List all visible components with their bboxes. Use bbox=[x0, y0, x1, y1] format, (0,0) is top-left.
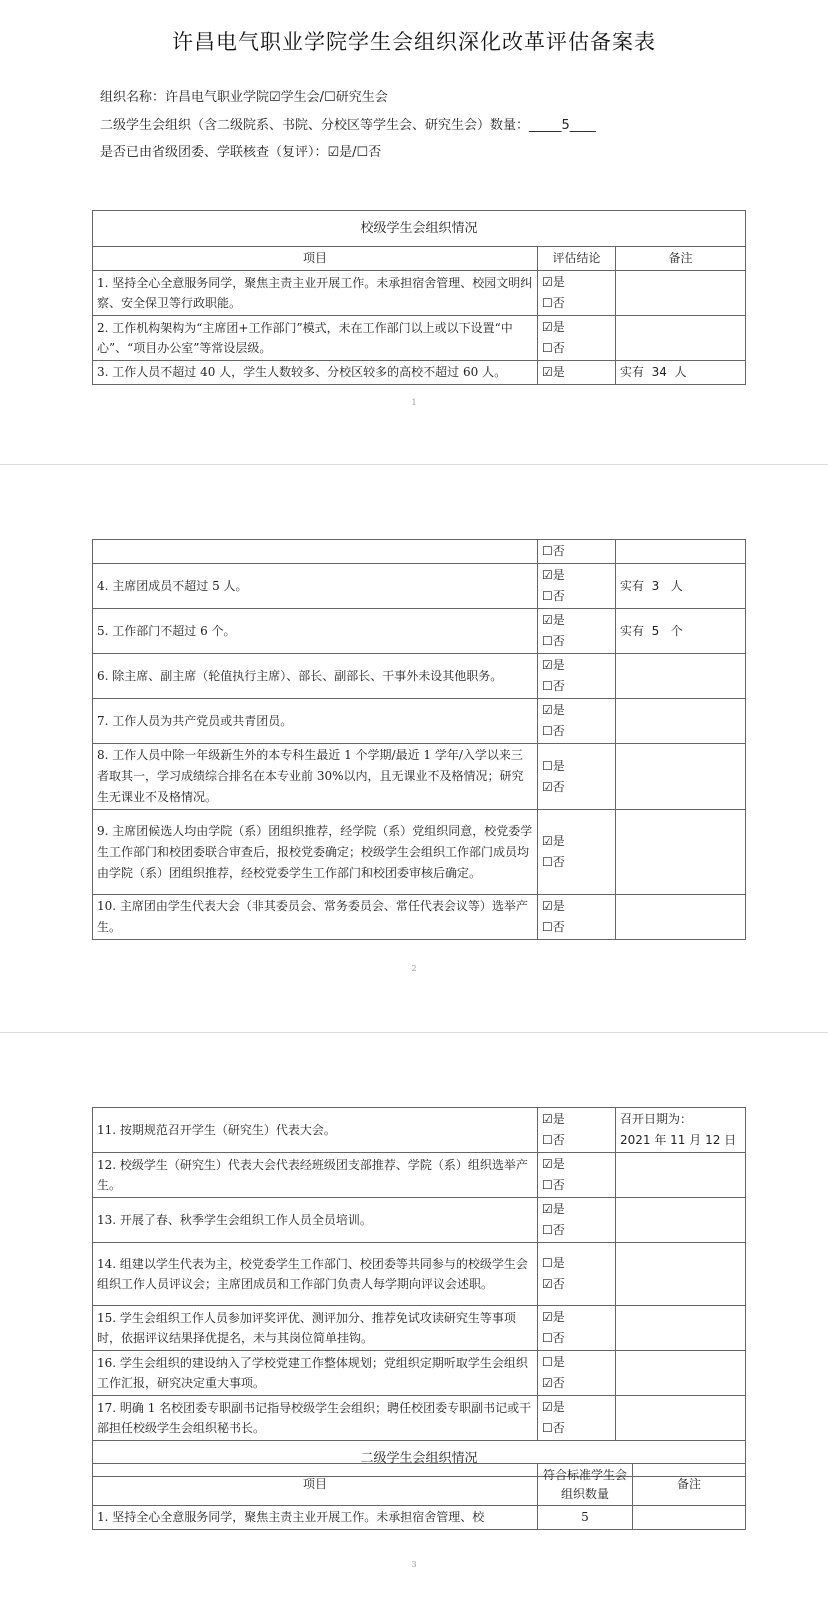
remark-cell bbox=[616, 1243, 746, 1306]
page-separator bbox=[0, 1032, 828, 1033]
yes-checkbox[interactable]: ☑是 bbox=[542, 834, 565, 848]
table-row bbox=[93, 361, 746, 385]
remark-cell bbox=[616, 1306, 746, 1351]
no-checkbox[interactable]: ☐否 bbox=[542, 724, 565, 738]
conclusion-cell bbox=[538, 654, 616, 699]
review-status-line: 是否已由省级团委、学联核查（复评）：☑是/☐否 bbox=[100, 145, 382, 160]
no-checkbox[interactable]: ☑否 bbox=[542, 1277, 565, 1291]
item-text: 14. 组建以学生代表为主，校党委学生工作部门、校团委等共同参与的校级学生会组织工作人员评议会；主席团成员和工作部门负责人每学期向评议会述职。 bbox=[93, 1243, 538, 1306]
conclusion-cell bbox=[538, 564, 616, 609]
table-row bbox=[93, 316, 746, 361]
no-checkbox[interactable]: ☐否 bbox=[542, 1133, 565, 1147]
item-text: 17. 明确 1 名校团委专职副书记指导校级学生会组织；聘任校团委专职副书记或干部担任校级学生会组织秘书长。 bbox=[93, 1396, 538, 1441]
school-table-page1 bbox=[92, 210, 746, 385]
remark-cell bbox=[616, 1396, 746, 1441]
conclusion-cell bbox=[538, 810, 616, 895]
conclusion-cell bbox=[538, 316, 616, 361]
remark-cell bbox=[616, 316, 746, 361]
item-text: 4. 主席团成员不超过 5 人。 bbox=[93, 564, 538, 609]
table-row bbox=[93, 609, 746, 654]
yes-checkbox[interactable]: ☐是 bbox=[542, 1256, 565, 1270]
yes-checkbox[interactable]: ☐是 bbox=[542, 1355, 565, 1369]
no-checkbox[interactable]: ☐否 bbox=[542, 1331, 565, 1345]
page-separator bbox=[0, 464, 828, 465]
item-text: 10. 主席团由学生代表大会（非其委员会、常务委员会、常任代表会议等）选举产生。 bbox=[93, 895, 538, 940]
no-checkbox[interactable]: ☐否 bbox=[542, 1421, 565, 1435]
table-row bbox=[93, 895, 746, 940]
document-title: 许昌电气职业学院学生会组织深化改革评估备案表 bbox=[172, 30, 656, 54]
no-checkbox[interactable]: ☐否 bbox=[542, 920, 565, 934]
page-number: 1 bbox=[411, 398, 417, 407]
item-text: 11. 按期规范召开学生（研究生）代表大会。 bbox=[93, 1108, 538, 1153]
remark-cell bbox=[616, 1108, 746, 1153]
remark-cell bbox=[616, 654, 746, 699]
no-checkbox[interactable]: ☐否 bbox=[542, 296, 565, 310]
table-row bbox=[93, 1153, 746, 1198]
col-item-header: 项目 bbox=[93, 247, 538, 271]
page-number: 3 bbox=[411, 1560, 417, 1569]
item-text: 3. 工作人员不超过 40 人，学生人数较多、分校区较多的高校不超过 60 人。 bbox=[93, 361, 538, 385]
table-row bbox=[93, 1396, 746, 1441]
item-text: 5. 工作部门不超过 6 个。 bbox=[93, 609, 538, 654]
item-text: 6. 除主席、副主席（轮值执行主席）、部长、副部长、干事外未设其他职务。 bbox=[93, 654, 538, 699]
item-text: 1. 坚持全心全意服务同学，聚焦主责主业开展工作。未承担宿舍管理、校园文明纠察、安全保卫等行政职能。 bbox=[93, 271, 538, 316]
item-text: 15. 学生会组织工作人员参加评奖评优、测评加分、推荐免试攻读研究生等事项时，依据评议结果择优提名，未与其岗位简单挂钩。 bbox=[93, 1306, 538, 1351]
sub-org-count-line: 二级学生会组织（含二级院系、书院、分校区等学生会、研究生会）数量：_____5____ bbox=[100, 118, 596, 133]
conclusion-cell bbox=[538, 1306, 616, 1351]
remark-cell bbox=[616, 540, 746, 564]
table-row bbox=[93, 564, 746, 609]
table-row bbox=[93, 744, 746, 810]
remark-cell bbox=[616, 1198, 746, 1243]
yes-checkbox[interactable]: ☑是 bbox=[542, 613, 565, 627]
no-checkbox[interactable]: ☐否 bbox=[542, 855, 565, 869]
item-text: 1. 坚持全心全意服务同学，聚焦主责主业开展工作。未承担宿舍管理、校 bbox=[93, 1506, 538, 1530]
no-checkbox[interactable]: ☑否 bbox=[542, 1376, 565, 1390]
conclusion-cell bbox=[538, 609, 616, 654]
table-row bbox=[93, 1198, 746, 1243]
no-checkbox[interactable]: ☐否 bbox=[542, 1223, 565, 1237]
meeting-date-label: 召开日期为： bbox=[620, 1112, 693, 1126]
col-conclusion-header: 评估结论 bbox=[538, 247, 616, 271]
remark-cell bbox=[633, 1506, 746, 1530]
table-row bbox=[93, 1506, 746, 1530]
no-checkbox[interactable]: ☐否 bbox=[542, 634, 565, 648]
yes-checkbox[interactable]: ☐是 bbox=[542, 758, 565, 773]
yes-checkbox[interactable]: ☑是 bbox=[542, 1310, 565, 1324]
remark-cell bbox=[616, 271, 746, 316]
school-table-page3 bbox=[92, 1107, 746, 1477]
remark-cell: 实有 3 人 bbox=[616, 564, 746, 609]
item-text: 12. 校级学生（研究生）代表大会代表经班级团支部推荐、学院（系）组织选举产生。 bbox=[93, 1153, 538, 1198]
qualified-count: 5 bbox=[538, 1506, 633, 1530]
col-remark-header: 备注 bbox=[616, 247, 746, 271]
col-remark-header: 备注 bbox=[633, 1464, 746, 1506]
col-item-header: 项目 bbox=[93, 1464, 538, 1506]
table-row bbox=[93, 810, 746, 895]
yes-checkbox[interactable]: ☑是 bbox=[542, 1400, 565, 1414]
school-table-page2 bbox=[92, 539, 746, 940]
item-text: 13. 开展了春、秋季学生会组织工作人员全员培训。 bbox=[93, 1198, 538, 1243]
yes-checkbox[interactable]: ☑是 bbox=[542, 1202, 565, 1216]
page-number: 2 bbox=[411, 964, 417, 973]
conclusion-cell bbox=[538, 1198, 616, 1243]
col-count-header: 符合标准学生会组织数量 bbox=[538, 1464, 633, 1506]
section-school-heading: 校级学生会组织情况 bbox=[93, 211, 746, 247]
table-row bbox=[93, 654, 746, 699]
no-checkbox[interactable]: ☐否 bbox=[542, 589, 565, 603]
conclusion-cell bbox=[538, 361, 616, 385]
table-row bbox=[93, 1306, 746, 1351]
remark-cell: 实有 34 人 bbox=[616, 361, 746, 385]
conclusion-cell bbox=[538, 271, 616, 316]
yes-checkbox[interactable]: ☑是 bbox=[542, 365, 565, 379]
meeting-date-value: 2021 年 11 月 12 日 bbox=[620, 1133, 737, 1147]
remark-cell bbox=[616, 1153, 746, 1198]
second-level-table bbox=[92, 1463, 746, 1530]
remark-cell: 实有 5 个 bbox=[616, 609, 746, 654]
conclusion-cell bbox=[538, 895, 616, 940]
item-text: 2. 工作机构架构为“主席团+工作部门”模式，未在工作部门以上或以下设置“中心”、“项目办公室”等常设层级。 bbox=[93, 316, 538, 361]
yes-checkbox[interactable]: ☑是 bbox=[542, 658, 565, 672]
conclusion-cell bbox=[538, 1396, 616, 1441]
item-text: 7. 工作人员为共产党员或共青团员。 bbox=[93, 699, 538, 744]
item-text: 8. 工作人员中除一年级新生外的本专科生最近 1 个学期/最近 1 学年/入学以来三者取其一，学习成绩综合排名在本专业前 30%以内，且无课业不及格情况；研究生无课业不及格情况。 bbox=[93, 744, 538, 810]
table-row bbox=[93, 271, 746, 316]
no-checkbox[interactable]: ☐否 bbox=[542, 341, 565, 355]
yes-checkbox[interactable]: ☑是 bbox=[542, 568, 565, 582]
remark-cell bbox=[616, 699, 746, 744]
conclusion-cell bbox=[538, 1153, 616, 1198]
yes-checkbox[interactable]: ☑是 bbox=[542, 1112, 565, 1126]
table-row bbox=[93, 1351, 746, 1396]
remark-cell bbox=[616, 895, 746, 940]
conclusion-cell bbox=[538, 540, 616, 564]
yes-checkbox[interactable]: ☑是 bbox=[542, 703, 565, 717]
conclusion-cell bbox=[538, 1108, 616, 1153]
no-checkbox[interactable]: ☑否 bbox=[542, 779, 565, 794]
conclusion-cell bbox=[538, 1243, 616, 1306]
no-checkbox[interactable]: ☐否 bbox=[542, 679, 565, 693]
item-text: 16. 学生会组织的建设纳入了学校党建工作整体规划；党组织定期听取学生会组织工作汇报，研究决定重大事项。 bbox=[93, 1351, 538, 1396]
remark-cell bbox=[616, 744, 746, 810]
table-row bbox=[93, 699, 746, 744]
table-row bbox=[93, 540, 746, 564]
yes-checkbox[interactable]: ☑是 bbox=[542, 899, 565, 913]
item-text: 9. 主席团候选人均由学院（系）团组织推荐，经学院（系）党组织同意，校党委学生工作部门和校团委联合审查后，报校党委确定；校级学生会组织工作部门成员均由学院（系）团组织推荐，经校党委学生工作部门和校团委审核后确定。 bbox=[93, 810, 538, 895]
section-second-level-heading: 二级学生会组织情况 bbox=[93, 1441, 746, 1477]
conclusion-cell bbox=[538, 699, 616, 744]
table-row bbox=[93, 1243, 746, 1306]
no-checkbox[interactable]: ☐否 bbox=[542, 1178, 565, 1192]
conclusion-cell bbox=[538, 1351, 616, 1396]
remark-cell bbox=[616, 1351, 746, 1396]
no-checkbox[interactable]: ☐否 bbox=[542, 544, 565, 558]
table-row bbox=[93, 1108, 746, 1153]
yes-checkbox[interactable]: ☑是 bbox=[542, 1157, 565, 1171]
remark-cell bbox=[616, 810, 746, 895]
yes-checkbox[interactable]: ☑是 bbox=[542, 275, 565, 289]
org-name-line: 组织名称：许昌电气职业学院☑学生会/☐研究生会 bbox=[100, 90, 388, 105]
item-text bbox=[93, 540, 538, 564]
conclusion-cell bbox=[538, 744, 616, 810]
yes-checkbox[interactable]: ☑是 bbox=[542, 320, 565, 334]
